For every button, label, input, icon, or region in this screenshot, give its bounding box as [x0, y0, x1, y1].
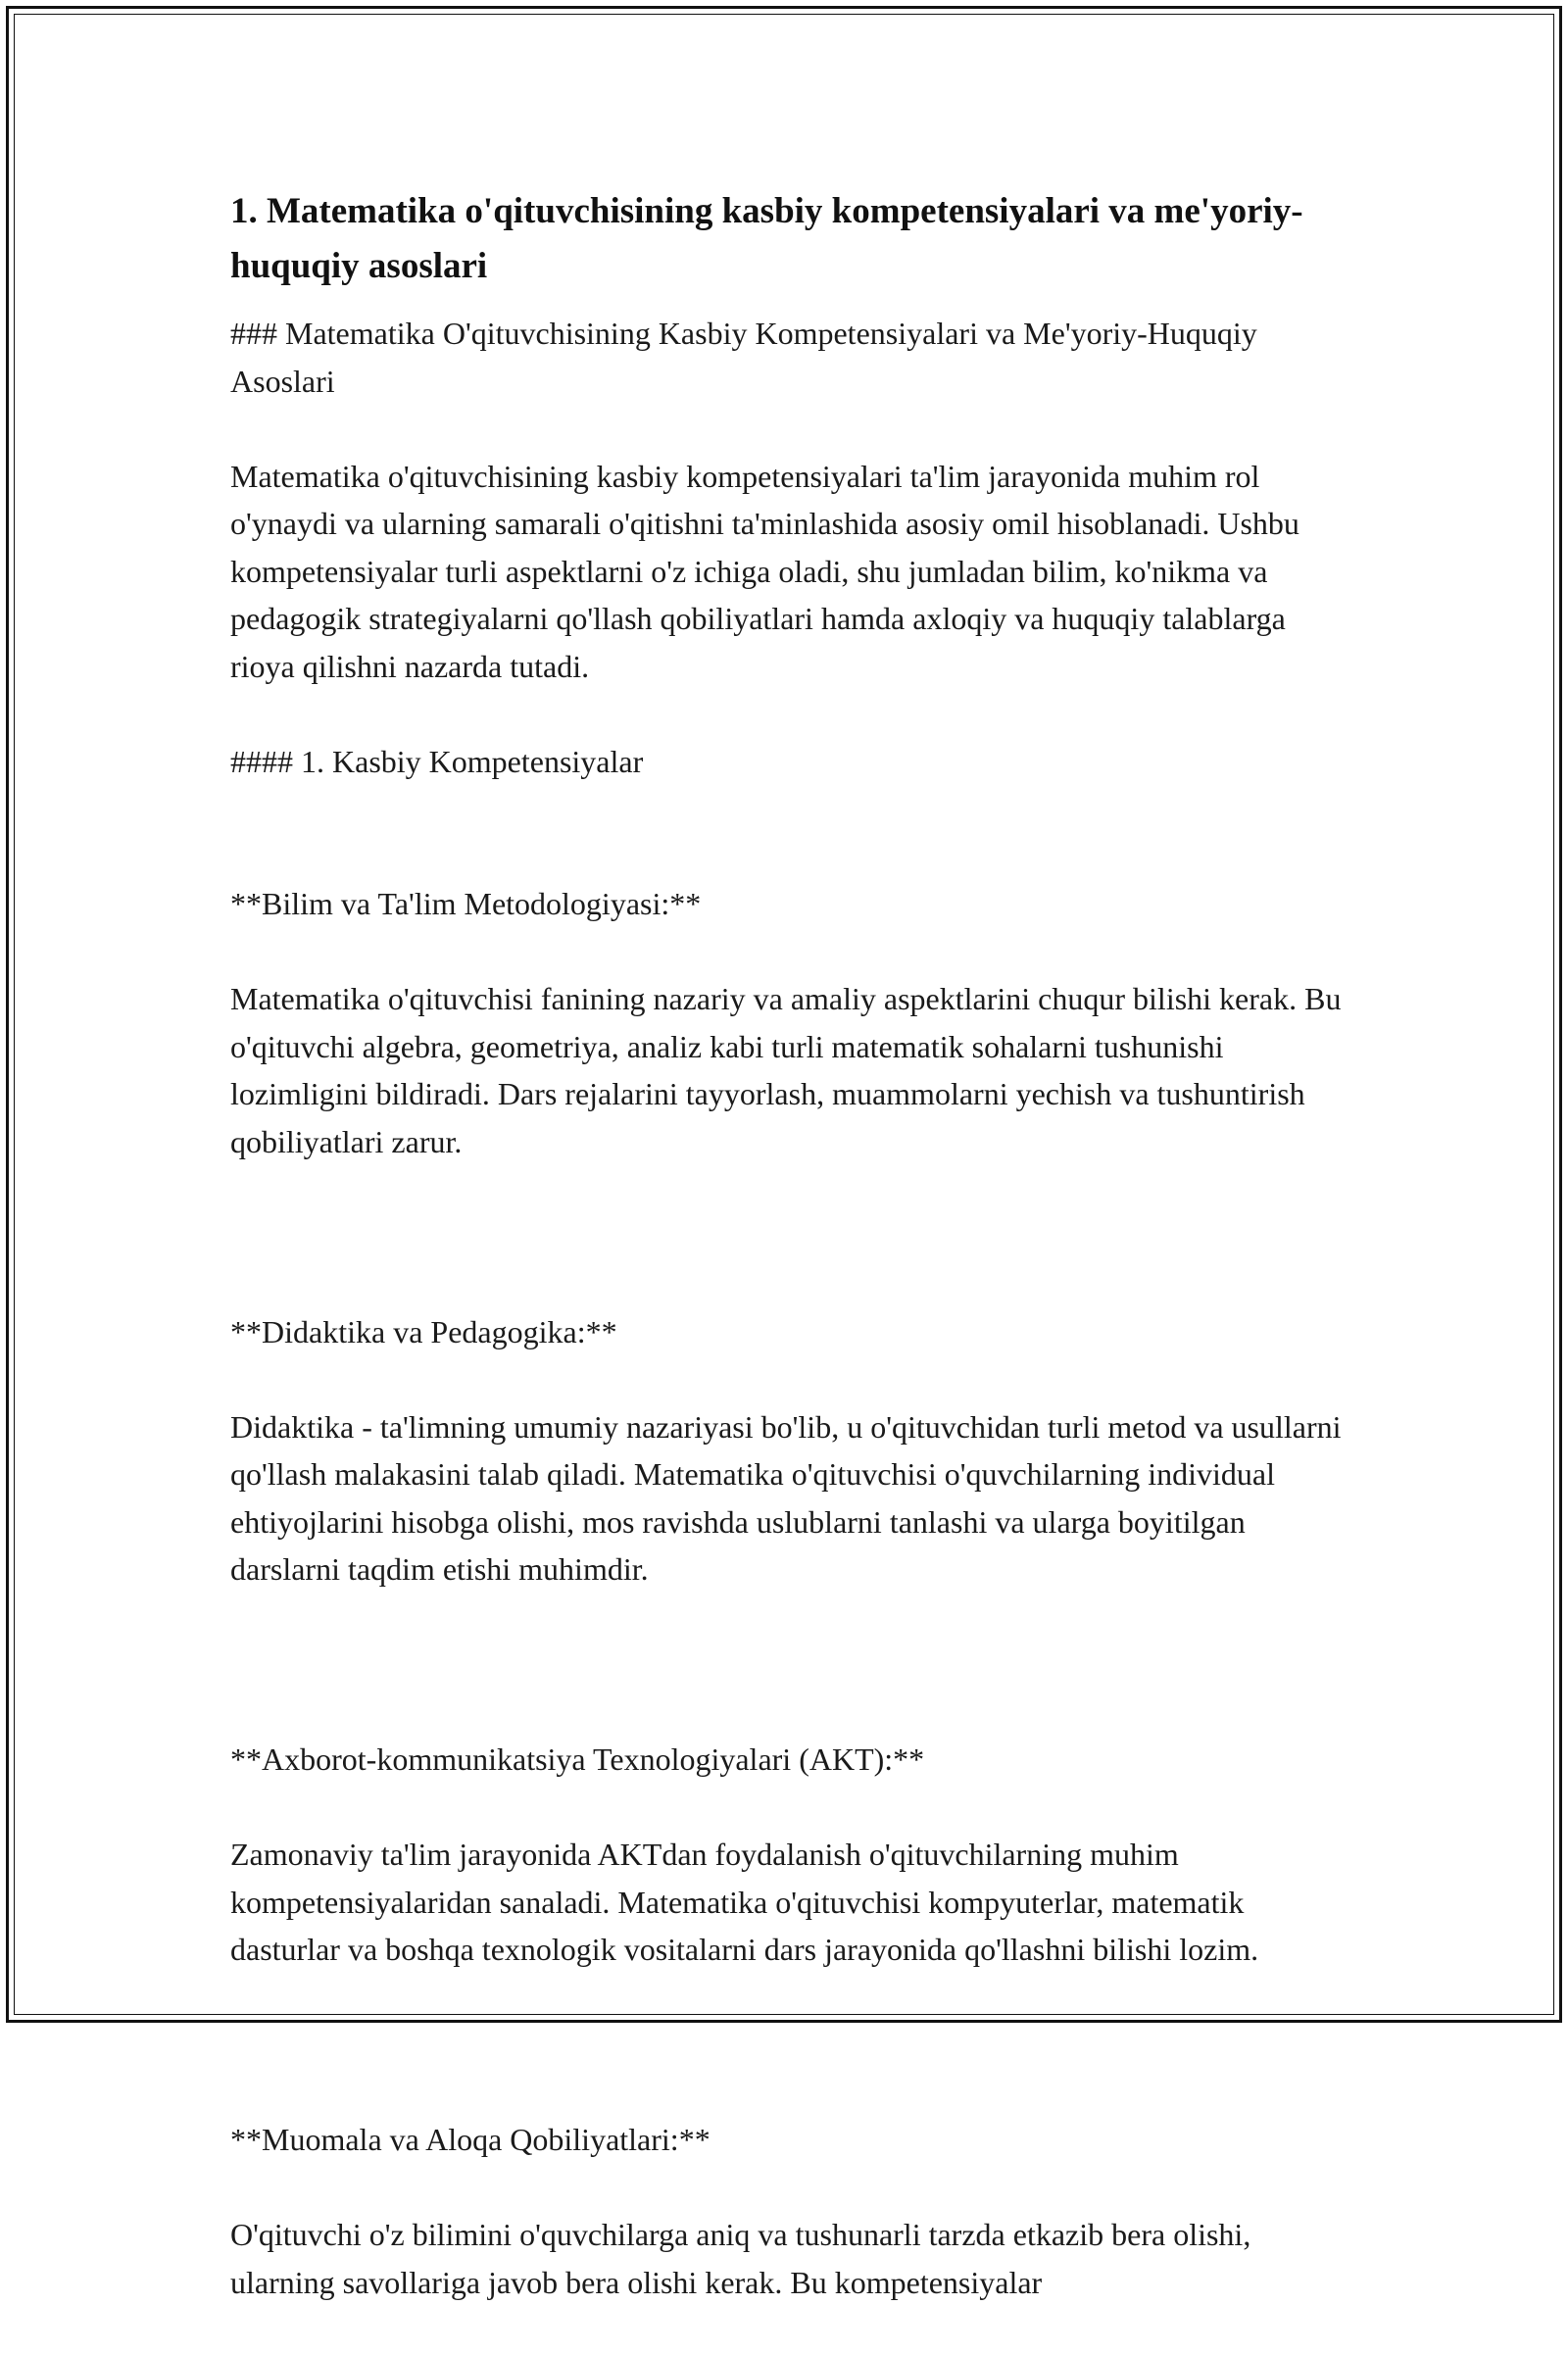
subsection-didactics	[230, 1260, 1343, 1641]
subsection-heading: **Bilim va Ta'lim Metodologiyasi:**	[230, 886, 702, 921]
subsection-heading: **Axborot-kommunikatsiya Texnologiyalari (AKT):**	[230, 1741, 925, 1777]
subsection-body: O'qituvchi o'z bilimini o'quvchilarga aniq va tushunarli tarzda etkazib bera olishi, ularning savollariga javob bera olishi kerak. Bu kompetensiyalar	[230, 2217, 1251, 2300]
intro-paragraph: Matematika o'qituvchisining kasbiy kompetensiyalari ta'lim jarayonida muhim rol o'ynaydi va ularning samarali o'qitishni ta'minlashida asosiy omil hisoblanadi. Ushbu kompetensiyalar turli aspektlarni o'z ichiga oladi, shu jumladan bilim, ko'nikma va pedagogik strategiyalarni qo'llash qobiliyatlari hamda axloqiy va huquqiy talablarga rioya qilishni nazarda tutadi.	[230, 458, 1299, 684]
subsection-ict	[230, 1689, 1343, 2022]
subsection-communication	[230, 2069, 1343, 2354]
subsection-body: Matematika o'qituvchisi fanining nazariy va amaliy aspektlarini chuqur bilishi kerak. Bu o'qituvchi algebra, geometriya, analiz kabi turli matematik sohalarni tushunishi lozimligini bildiradi. Dars rejalarini tayyorlash, muammolarni yechish va tushuntirish qobiliyatlari zarur.	[230, 981, 1342, 1159]
document-body	[230, 184, 1343, 2354]
section-heading-h4: #### 1. Kasbiy Kompetensiyalar	[230, 743, 644, 779]
subsection-body: Zamonaviy ta'lim jarayonida AKTdan foydalanish o'qituvchilarning muhim kompetensiyalaridan sanaladi. Matematika o'qituvchisi kompyuterlar, matematik dasturlar va boshqa texnologik vositalarni dars jarayonida qo'llashni bilishi lozim.	[230, 1837, 1259, 1967]
subsection-heading: **Didaktika va Pedagogika:**	[230, 1313, 617, 1349]
section-heading-h3: ### Matematika O'qituvchisining Kasbiy Kompetensiyalari va Me'yoriy-Huquqiy Asoslari	[230, 316, 1257, 399]
subsection-heading: **Muomala va Aloqa Qobiliyatlari:**	[230, 2122, 710, 2157]
subsection-body: Didaktika - ta'limning umumiy nazariyasi bo'lib, u o'qituvchidan turli metod va usullarni qo'llash malakasini talab qiladi. Matematika o'qituvchisi o'quvchilarning individual ehtiyojlarini hisobga olishi, mos ravishda uslublarni tanlashi va ularga boyitilgan darslarni taqdim etishi muhimdir.	[230, 1408, 1342, 1587]
subsection-knowledge	[230, 833, 1343, 1213]
document-title: 1. Matematika o'qituvchisining kasbiy kompetensiyalari va me'yoriy-huquqiy asoslari	[230, 191, 1303, 286]
